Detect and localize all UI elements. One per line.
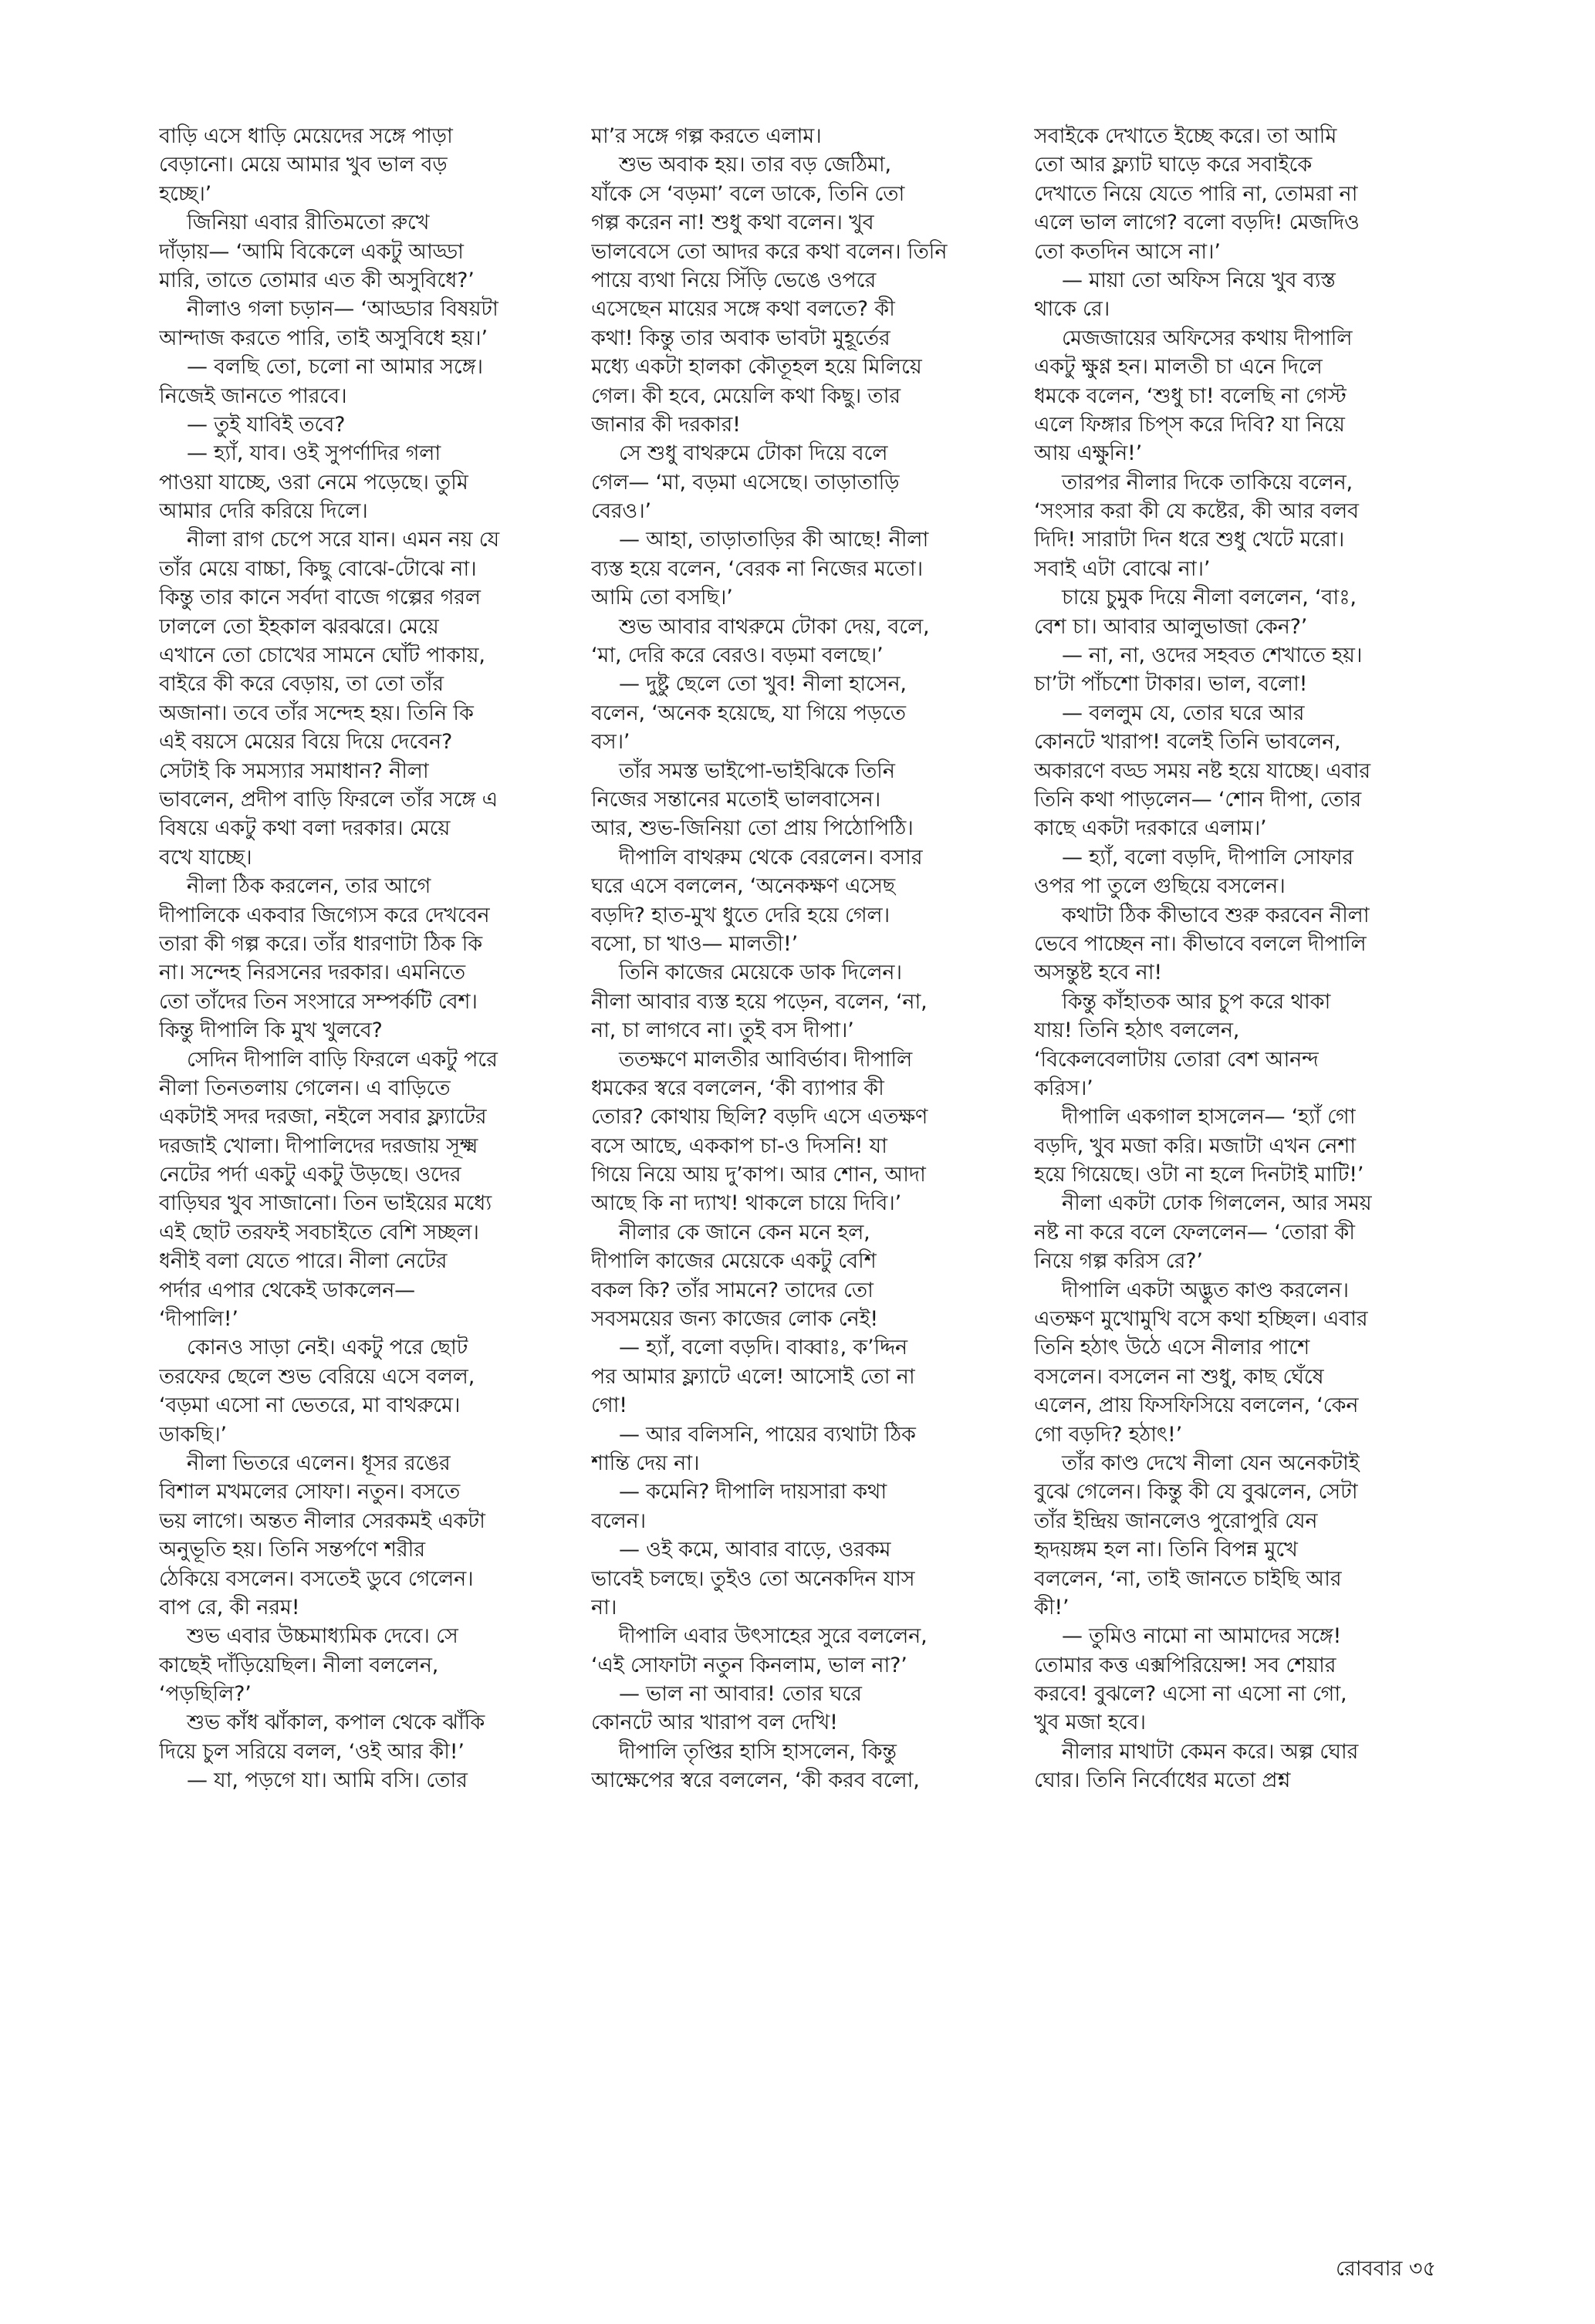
text-line: বলেন, ‘অনেক হয়েছে, যা গিয়ে পড়তে xyxy=(591,701,906,725)
text-line: শুভ কাঁধ ঝাঁকাল, কপাল থেকে ঝাঁকি xyxy=(187,1711,485,1735)
text-line: গেল— ‘মা, বড়মা এসেছে। তাড়াতাড়ি xyxy=(591,470,900,495)
text-line: কী!’ xyxy=(1034,1595,1070,1620)
text-line: মেজজায়ের অফিসের কথায় দীপালি xyxy=(1062,326,1353,350)
text-line: এখানে তো চোখের সামনে ঘোঁট পাকায়, xyxy=(159,643,485,668)
text-line: সে শুধু বাথরুমে টোকা দিয়ে বলে xyxy=(619,441,888,466)
text-line: — তুমিও নামো না আমাদের সঙ্গে! xyxy=(1062,1624,1342,1649)
text-line: ওপর পা তুলে গুছিয়ে বসলেন। xyxy=(1034,874,1286,899)
text-line: হয়ে গিয়েছে। ওটা না হলে দিনটাই মাটি!’ xyxy=(1034,1163,1364,1187)
text-line: শান্তি দেয় না। xyxy=(591,1451,700,1475)
text-line: কাছেই দাঁড়িয়েছিল। নীলা বললেন, xyxy=(159,1653,439,1677)
text-line: সবসময়ের জন্য কাজের লোক নেই! xyxy=(591,1307,879,1332)
text-line: একটাই সদর দরজা, নইলে সবার ফ্ল্যাটের xyxy=(159,1105,487,1130)
text-line: তোমার কত্ত এক্সপিরিয়েন্স! সব শেয়ার xyxy=(1034,1653,1336,1677)
text-line: এই ছোট তরফই সবচাইতে বেশি সচ্ছল। xyxy=(159,1220,479,1245)
text-line: নেটের পর্দা একটু একটু উড়ছে। ওদের xyxy=(159,1163,461,1187)
text-line: ততক্ষণে মালতীর আবির্ভাব। দীপালি xyxy=(619,1047,913,1072)
text-line: বেড়ানো। মেয়ে আমার খুব ভাল বড় xyxy=(159,153,448,177)
text-line: বাপ রে, কী নরম! xyxy=(159,1595,300,1620)
text-line: বখে যাচ্ছে। xyxy=(159,845,252,870)
text-line: ‘মা, দেরি করে বেরও। বড়মা বলছে।’ xyxy=(591,643,884,668)
text-line: মধ্যে একটা হালকা কৌতূহল হয়ে মিলিয়ে xyxy=(591,355,922,380)
text-line: ডাকছি।’ xyxy=(159,1422,227,1447)
text-line: নিজের সন্তানের মতোই ভালবাসেন। xyxy=(591,787,881,812)
text-line: পর আমার ফ্ল্যাটে এলে! আসোই তো না xyxy=(591,1364,915,1389)
text-line: অনুভূতি হয়। তিনি সন্তর্পণে শরীর xyxy=(159,1538,425,1562)
text-line: ধমকের স্বরে বললেন, ‘কী ব্যাপার কী xyxy=(591,1076,884,1100)
text-line: সেদিন দীপালি বাড়ি ফিরলে একটু পরে xyxy=(187,1047,498,1072)
text-line: বসো, চা খাও— মালতী!’ xyxy=(591,931,799,956)
text-line: ভালবেসে তো আদর করে কথা বলেন। তিনি xyxy=(591,239,948,264)
text-line: — তুই যাবিই তবে? xyxy=(187,412,346,437)
text-line: — না, না, ওদের সহবত শেখাতে হয়। xyxy=(1062,643,1363,668)
text-line: দীপালি কাজের মেয়েকে একটু বেশি xyxy=(591,1249,877,1274)
text-line: কোনটে আর খারাপ বল দেখি! xyxy=(591,1711,838,1735)
text-line: পায়ে ব্যথা নিয়ে সিঁড়ি ভেঙে ওপরে xyxy=(591,268,877,292)
text-line: — আহা, তাড়াতাড়ির কী আছে! নীলা xyxy=(619,528,929,552)
text-line: — দুষ্টু ছেলে তো খুব! নীলা হাসেন, xyxy=(619,672,907,697)
text-line: থাকে রে। xyxy=(1034,297,1110,322)
text-line: বড়দি? হাত-মুখ ধুতে দেরি হয়ে গেল। xyxy=(591,903,890,927)
text-line: চায়ে চুমুক দিয়ে নীলা বললেন, ‘বাঃ, xyxy=(1062,586,1357,610)
text-line: হৃদয়ঙ্গম হল না। তিনি বিপন্ন মুখে xyxy=(1034,1538,1298,1562)
text-line: আছে কি না দ্যাখ! থাকলে চায়ে দিবি।’ xyxy=(591,1191,901,1216)
text-line: তো তাঁদের তিন সংসারে সম্পর্কটি বেশ। xyxy=(159,989,478,1014)
text-line: নীলা ঠিক করলেন, তার আগে xyxy=(187,874,431,899)
text-line: এই বয়সে মেয়ের বিয়ে দিয়ে দেবেন? xyxy=(159,730,453,755)
text-line: সবাই এটা বোঝে না।’ xyxy=(1034,556,1211,581)
text-line: — বলছি তো, চলো না আমার সঙ্গে। xyxy=(187,355,483,380)
text-line: সবাইকে দেখাতে ইচ্ছে করে। তা আমি xyxy=(1034,124,1337,148)
text-line: একটু ক্ষুণ্ণ হন। মালতী চা এনে দিলে xyxy=(1034,355,1323,380)
text-line: গো বড়দি? হঠাৎ!’ xyxy=(1034,1422,1183,1447)
text-line: ‘বিকেলবেলাটায় তোরা বেশ আনন্দ xyxy=(1034,1047,1319,1072)
text-column-1 xyxy=(159,122,560,1795)
text-line: বিষয়ে একটু কথা বলা দরকার। মেয়ে xyxy=(159,816,451,841)
text-line: বেশ চা। আবার আলুভাজা কেন?’ xyxy=(1034,614,1308,639)
text-line: শুভ অবাক হয়। তার বড় জেঠিমা, xyxy=(619,153,891,177)
text-line: আক্ষেপের স্বরে বললেন, ‘কী করব বলো, xyxy=(591,1768,920,1793)
text-line: চা’টা পাঁচশো টাকার। ভাল, বলো! xyxy=(1034,672,1308,697)
text-line: এসেছেন মায়ের সঙ্গে কথা বলতে? কী xyxy=(591,297,895,322)
text-line: কোনও সাড়া নেই। একটু পরে ছোট xyxy=(187,1336,468,1360)
text-line: ভেবে পাচ্ছেন না। কীভাবে বললে দীপালি xyxy=(1034,931,1367,956)
text-line: অকারণে বড্ড সময় নষ্ট হয়ে যাচ্ছে। এবার xyxy=(1034,758,1370,783)
text-line: হচ্ছে।’ xyxy=(159,181,212,206)
text-line: তোর? কোথায় ছিলি? বড়দি এসে এতক্ষণ xyxy=(591,1105,928,1130)
text-line: — বললুম যে, তোর ঘরে আর xyxy=(1062,701,1305,725)
text-line: — মায়া তো অফিস নিয়ে খুব ব্যস্ত xyxy=(1062,268,1336,292)
text-line: — হ্যাঁ, বলো বড়দি, দীপালি সোফার xyxy=(1062,845,1353,870)
page-folio: রোববার ৩৫ xyxy=(1335,2257,1436,2281)
text-line: দীপালি একটা অদ্ভুত কাণ্ড করলেন। xyxy=(1062,1278,1349,1302)
text-line: বললেন, ‘না, তাই জানতে চাইছি আর xyxy=(1034,1566,1342,1591)
text-line: বেরও।’ xyxy=(591,499,651,524)
text-line: ‘দীপালি!’ xyxy=(159,1307,238,1332)
text-line: শুভ আবার বাথরুমে টোকা দেয়, বলে, xyxy=(619,614,930,639)
text-line: না। xyxy=(591,1595,617,1620)
text-line: দীপালি একগাল হাসলেন— ‘হ্যাঁ গো xyxy=(1062,1105,1356,1130)
text-line: কিন্তু তার কানে সর্বদা বাজে গল্পের গরল xyxy=(159,586,481,610)
text-line: দাঁড়ায়— ‘আমি বিকেলে একটু আড্ডা xyxy=(159,239,464,264)
text-line: ব্যস্ত হয়ে বলেন, ‘বেরক না নিজের মতো। xyxy=(591,556,923,581)
text-line: এলেন, প্রায় ফিসফিসিয়ে বললেন, ‘কেন xyxy=(1034,1393,1359,1418)
text-line: কোনটে খারাপ! বলেই তিনি ভাবলেন, xyxy=(1034,730,1341,755)
text-line: যায়! তিনি হঠাৎ বললেন, xyxy=(1034,1018,1240,1043)
text-line: ভাবলেন, প্রদীপ বাড়ি ফিরলে তাঁর সঙ্গে এ xyxy=(159,787,498,812)
text-line: — ভাল না আবার! তোর ঘরে xyxy=(619,1682,862,1707)
text-line: — ওই কমে, আবার বাড়ে, ওরকম xyxy=(619,1538,891,1562)
text-line: না। সন্দেহ নিরসনের দরকার। এমনিতে xyxy=(159,961,465,985)
text-line: ‘সংসার করা কী যে কষ্টের, কী আর বলব xyxy=(1034,499,1359,524)
text-line: নষ্ট না করে বলে ফেললেন— ‘তোরা কী xyxy=(1034,1220,1355,1245)
text-line: দেখাতে নিয়ে যেতে পারি না, তোমরা না xyxy=(1034,181,1358,206)
text-line: ‘বড়মা এসো না ভেতরে, মা বাথরুমে। xyxy=(159,1393,461,1418)
text-line: কাছে একটা দরকারে এলাম।’ xyxy=(1034,816,1267,841)
text-line: ভয় লাগে। অন্তত নীলার সেরকমই একটা xyxy=(159,1508,485,1533)
text-line: ‘পড়ছিলি?’ xyxy=(159,1682,252,1707)
text-line: তিনি কাজের মেয়েকে ডাক দিলেন। xyxy=(619,961,902,985)
text-line: নীলা আবার ব্যস্ত হয়ে পড়েন, বলেন, ‘না, xyxy=(591,989,928,1014)
text-line: নীলা রাগ চেপে সরে যান। এমন নয় যে xyxy=(187,528,500,552)
text-line: তাঁর মেয়ে বাচ্চা, কিছু বোঝে-টোঝে না। xyxy=(159,556,477,581)
text-line: — হ্যাঁ, যাব। ওই সুপর্ণাদির গলা xyxy=(187,441,441,466)
text-line: তাঁর ইন্দ্রিয় জানলেও পুরোপুরি যেন xyxy=(1034,1508,1318,1533)
text-line: অসন্তুষ্ট হবে না! xyxy=(1034,961,1163,985)
text-line: কিন্তু কাঁহাতক আর চুপ করে থাকা xyxy=(1062,989,1331,1014)
text-line: নীলাও গলা চড়ান— ‘আড্ডার বিষয়টা xyxy=(187,297,498,322)
text-line: ‘এই সোফাটা নতুন কিনলাম, ভাল না?’ xyxy=(591,1653,907,1677)
text-line: নীলার মাথাটা কেমন করে। অল্প ঘোর xyxy=(1062,1739,1359,1764)
text-line: অজানা। তবে তাঁর সন্দেহ হয়। তিনি কি xyxy=(159,701,474,725)
text-line: বসলেন। বসলেন না শুধু, কাছ ঘেঁষে xyxy=(1034,1364,1324,1389)
text-line: আয় এক্ষুনি!’ xyxy=(1034,441,1143,466)
text-line: আমার দেরি করিয়ে দিলে। xyxy=(159,499,368,524)
text-line: এতক্ষণ মুখোমুখি বসে কথা হচ্ছিল। এবার xyxy=(1034,1307,1368,1332)
text-line: — আর বলিসনি, পায়ের ব্যথাটা ঠিক xyxy=(619,1422,916,1447)
text-line: দীপালি এবার উৎসাহের সুরে বললেন, xyxy=(619,1624,928,1649)
text-line: ঠেকিয়ে বসলেন। বসতেই ডুবে গেলেন। xyxy=(159,1566,474,1591)
text-line: গেল। কী হবে, মেয়েলি কথা কিছু। তার xyxy=(591,383,901,408)
text-line: দীপালি তৃপ্তির হাসি হাসলেন, কিন্তু xyxy=(619,1739,897,1764)
text-line: জিনিয়া এবার রীতিমতো রুখে xyxy=(187,211,430,235)
text-line: বকল কি? তাঁর সামনে? তাদের তো xyxy=(591,1278,874,1302)
text-line: তারপর নীলার দিকে তাকিয়ে বলেন, xyxy=(1062,470,1353,495)
text-line: বলেন। xyxy=(591,1508,646,1533)
text-line: শুভ এবার উচ্চমাধ্যমিক দেবে। সে xyxy=(187,1624,458,1649)
text-line: না, চা লাগবে না। তুই বস দীপা।’ xyxy=(591,1018,854,1043)
text-line: ভাবেই চলছে। তুইও তো অনেকদিন যাস xyxy=(591,1566,915,1591)
text-line: ঘোর। তিনি নির্বোধের মতো প্রশ্ন xyxy=(1034,1768,1291,1793)
text-line: এলে ভাল লাগে? বলো বড়দি! মেজদিও xyxy=(1034,211,1360,235)
text-line: দিদি! সারাটা দিন ধরে শুধু খেটে মরো। xyxy=(1034,528,1345,552)
text-line: করিস।’ xyxy=(1034,1076,1093,1100)
text-line: তাঁর কাণ্ড দেখে নীলা যেন অনেকটাই xyxy=(1062,1451,1360,1475)
text-line: দরজাই খোলা। দীপালিদের দরজায় সূক্ষ্ম xyxy=(159,1133,478,1158)
text-line: গো! xyxy=(591,1393,627,1418)
text-line: করবে! বুঝলে? এসো না এসো না গো, xyxy=(1034,1682,1347,1707)
text-line: কথাটা ঠিক কীভাবে শুরু করবেন নীলা xyxy=(1062,903,1370,927)
text-line: খুব মজা হবে। xyxy=(1034,1711,1146,1735)
text-line: — হ্যাঁ, বলো বড়দি। বাব্বাঃ, ক’দ্দিন xyxy=(619,1336,907,1360)
text-line: ধনীই বলা যেতে পারে। নীলা নেটের xyxy=(159,1249,448,1274)
text-line: দীপালিকে একবার জিগ্যেস করে দেখবেন xyxy=(159,903,490,927)
text-line: তারা কী গল্প করে। তাঁর ধারণাটা ঠিক কি xyxy=(159,931,482,956)
text-line: তাঁর সমস্ত ভাইপো-ভাইঝিকে তিনি xyxy=(619,758,895,783)
text-line: ধমকে বলেন, ‘শুধু চা! বলেছি না গেস্ট xyxy=(1034,383,1347,408)
text-line: এলে ফিঙ্গার চিপ্‌স করে দিবি? যা নিয়ে xyxy=(1034,412,1345,437)
text-line: — কমেনি? দীপালি দায়সারা কথা xyxy=(619,1480,887,1505)
text-line: দীপালি বাথরুম থেকে বেরলেন। বসার xyxy=(619,845,923,870)
text-line: নীলা একটা ঢোক গিললেন, আর সময় xyxy=(1062,1191,1372,1216)
text-line: ঘরে এসে বললেন, ‘অনেকক্ষণ এসেছ xyxy=(591,874,895,899)
text-line: নিজেই জানতে পারবে। xyxy=(159,383,347,408)
text-line: তিনি কথা পাড়লেন— ‘শোন দীপা, তোর xyxy=(1034,787,1362,812)
text-line: কিন্তু দীপালি কি মুখ খুলবে? xyxy=(159,1018,383,1043)
text-line: বাইরে কী করে বেড়ায়, তা তো তাঁর xyxy=(159,672,444,697)
text-line: মা’র সঙ্গে গল্প করতে এলাম। xyxy=(591,124,822,148)
text-line: পাওয়া যাচ্ছে, ওরা নেমে পড়েছে। তুমি xyxy=(159,470,468,495)
text-line: সেটাই কি সমস্যার সমাধান? নীলা xyxy=(159,758,429,783)
text-line: বাড়িঘর খুব সাজানো। তিন ভাইয়ের মধ্যে xyxy=(159,1191,492,1216)
text-line: কথা! কিন্তু তার অবাক ভাবটা মুহূর্তের xyxy=(591,326,890,350)
text-line: — যা, পড়গে যা। আমি বসি। তোর xyxy=(187,1768,468,1793)
text-column-3 xyxy=(1034,122,1435,1795)
text-line: বস।’ xyxy=(591,730,630,755)
text-line: নীলা ভিতরে এলেন। ধূসর রঙের xyxy=(187,1451,451,1475)
text-line: তরফের ছেলে শুভ বেরিয়ে এসে বলল, xyxy=(159,1364,475,1389)
text-line: বসে আছে, এককাপ চা-ও দিসনি! যা xyxy=(591,1133,887,1158)
text-column-2 xyxy=(591,122,992,1795)
text-line: তো আর ফ্ল্যাট ঘাড়ে করে সবাইকে xyxy=(1034,153,1313,177)
text-line: গল্প করেন না! শুধু কথা বলেন। খুব xyxy=(591,211,874,235)
text-line: পর্দার এপার থেকেই ডাকলেন— xyxy=(159,1278,415,1302)
text-line: আমি তো বসছি।’ xyxy=(591,586,733,610)
text-line: আন্দাজ করতে পারি, তাই অসুবিধে হয়।’ xyxy=(159,326,488,350)
text-line: নীলা তিনতলায় গেলেন। এ বাড়িতে xyxy=(159,1076,451,1100)
text-line: তিনি হঠাৎ উঠে এসে নীলার পাশে xyxy=(1034,1336,1309,1360)
text-line: বুঝে গেলেন। কিন্তু কী যে বুঝলেন, সেটা xyxy=(1034,1480,1358,1505)
text-line: যাঁকে সে ‘বড়মা’ বলে ডাকে, তিনি তো xyxy=(591,181,905,206)
text-line: জানার কী দরকার! xyxy=(591,412,741,437)
text-line: আর, শুভ-জিনিয়া তো প্রায় পিঠোপিঠি। xyxy=(591,816,914,841)
text-line: বড়দি, খুব মজা করি। মজাটা এখন নেশা xyxy=(1034,1133,1356,1158)
text-line: দিয়ে চুল সরিয়ে বলল, ‘ওই আর কী!’ xyxy=(159,1739,465,1764)
text-line: গিয়ে নিয়ে আয় দু’কাপ। আর শোন, আদা xyxy=(591,1163,926,1187)
text-line: বিশাল মখমলের সোফা। নতুন। বসতে xyxy=(159,1480,461,1505)
text-line: ঢাললে তো ইহকাল ঝরঝরে। মেয়ে xyxy=(159,614,439,639)
text-line: বাড়ি এসে ধাড়ি মেয়েদের সঙ্গে পাড়া xyxy=(159,124,453,148)
text-line: নিয়ে গল্প করিস রে?’ xyxy=(1034,1249,1203,1274)
text-line: নীলার কে জানে কেন মনে হল, xyxy=(619,1220,870,1245)
text-line: তো কতদিন আসে না।’ xyxy=(1034,239,1221,264)
text-line: মারি, তাতে তোমার এত কী অসুবিধে?’ xyxy=(159,268,475,292)
